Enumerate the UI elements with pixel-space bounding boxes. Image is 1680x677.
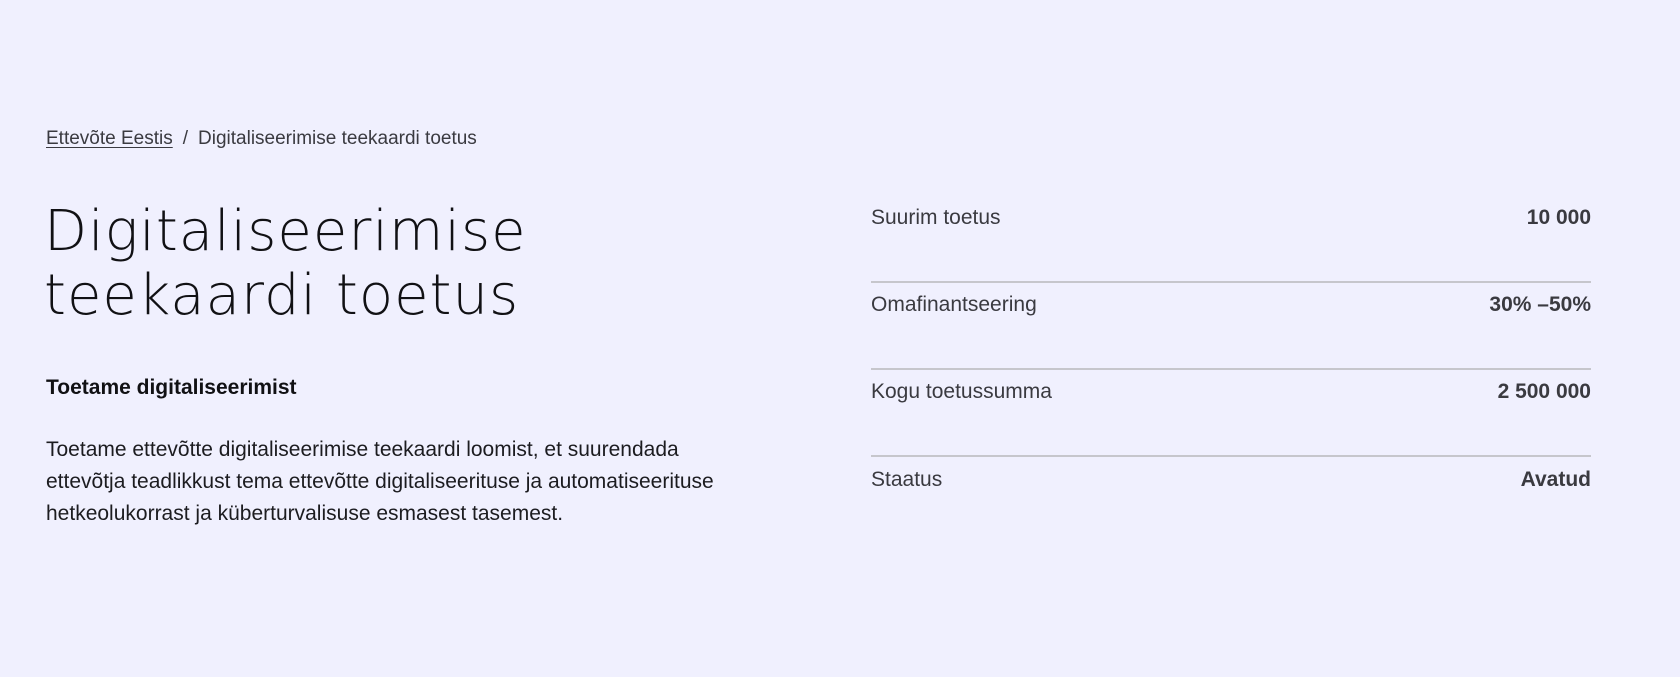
breadcrumb-separator: /: [182, 128, 189, 149]
fact-value: 10 000: [1526, 206, 1591, 229]
breadcrumb-current: Digitaliseerimise teekaardi toetus: [198, 128, 477, 149]
fact-label: Omafinantseering: [871, 293, 1037, 316]
fact-row-status: [871, 457, 1591, 544]
facts-table: [871, 196, 1591, 544]
fact-label: Kogu toetussumma: [871, 380, 1052, 403]
fact-value: 30% –50%: [1489, 293, 1591, 316]
section-subtitle: Toetame digitaliseerimist: [46, 376, 297, 399]
page-title: [44, 200, 744, 328]
fact-row-max-grant: [871, 196, 1591, 283]
fact-row-self-financing: [871, 283, 1591, 370]
status-badge: Avatud: [1520, 468, 1591, 491]
breadcrumb-link-ettevote-eestis[interactable]: Ettevõte Eestis: [46, 128, 173, 149]
fact-label: Staatus: [871, 468, 943, 491]
page-title-line-2: teekaardi toetus: [44, 263, 520, 328]
breadcrumb: [46, 128, 477, 150]
fact-value: 2 500 000: [1497, 380, 1591, 403]
fact-label: Suurim toetus: [871, 206, 1001, 229]
fact-row-total-amount: [871, 370, 1591, 457]
page-title-line-1: Digitaliseerimise: [44, 199, 527, 264]
description-text: Toetame ettevõtte digitaliseerimise teekaardi loomist, et suurendada ettevõtja teadlikkust tema ettevõtte digitaliseerituse ja automatiseerituse hetkeolukorrast ja küberturvalisuse esmasest tasemest.: [46, 438, 714, 525]
